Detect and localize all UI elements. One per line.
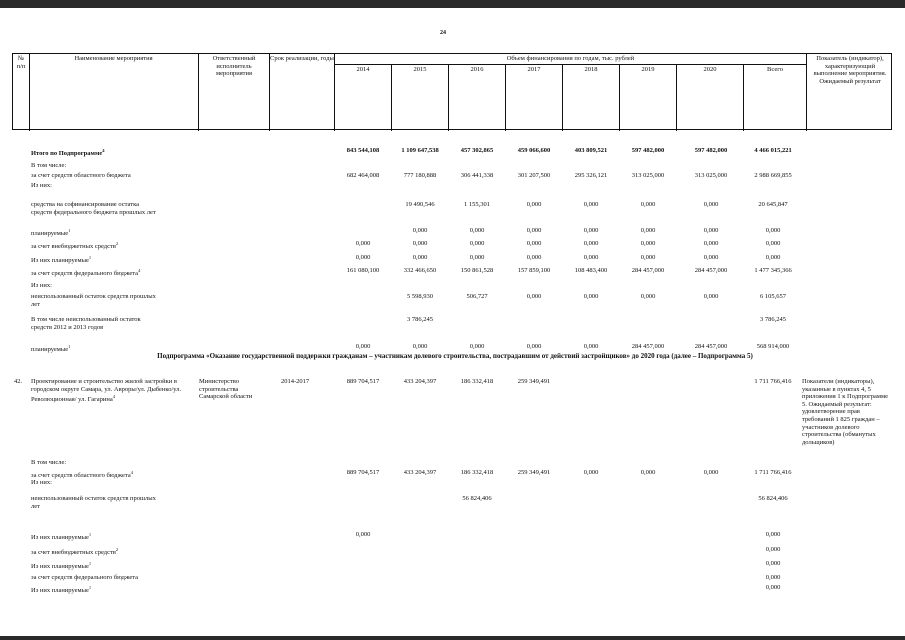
row-label-text: Из них планируемые — [31, 257, 89, 265]
row-label-text: за счет внебюджетных средств — [31, 549, 116, 557]
row-value: 19 490,546 — [405, 201, 435, 208]
row-label-text: Из них планируемые — [31, 587, 89, 595]
row-value: 0,000 — [640, 293, 656, 300]
item-number: 42. — [14, 378, 23, 385]
row-value: 0,000 — [355, 240, 371, 247]
row-value: 0,000 — [412, 343, 428, 350]
divider — [562, 64, 563, 131]
row-label-text: В том числе: — [31, 162, 67, 169]
item-period: 2014-2017 — [281, 378, 310, 385]
row-value: 1 711 766,416 — [754, 469, 792, 476]
row-value: 0,000 — [703, 254, 719, 261]
row-value: 108 483,400 — [574, 267, 608, 274]
row-value: 0,000 — [526, 201, 542, 208]
row-label-continued: лет — [31, 301, 40, 308]
row-value: 0,000 — [703, 469, 719, 476]
top-border — [0, 0, 905, 8]
item-responsible: Министерство строительства Самарской области — [199, 378, 253, 401]
row-value: 306 441,338 — [460, 172, 494, 179]
row-label — [31, 267, 140, 278]
header-no: № п/п — [16, 55, 26, 70]
row-label — [31, 316, 141, 324]
footnote-mark: 1 — [68, 344, 71, 349]
row-value: 6 105,657 — [760, 293, 786, 300]
footnote-mark: 1 — [88, 561, 92, 566]
divider — [334, 64, 806, 65]
row-value: 457 302,865 — [460, 147, 494, 154]
header-indicator: Показатель (индикатор), характеризующий выполнение мероприятия. Ожидаемый результат — [813, 55, 887, 85]
item-value: 259 349,491 — [517, 378, 551, 385]
divider — [743, 64, 744, 131]
row-value: 161 080,100 — [346, 267, 380, 274]
row-value: 0,000 — [583, 469, 599, 476]
divider — [269, 54, 270, 131]
row-value: 0,000 — [765, 584, 781, 591]
row-value: 1 477 345,366 — [754, 267, 792, 274]
section-title: Подпрограмма «Оказание государственной поддержки гражданам – участникам долевого строительства, пострадавшим от действий застройщиков» до 2020 года (далее – Подпрограмма 5) — [157, 352, 753, 360]
footnote-mark: 1 — [88, 255, 92, 260]
row-value: 5 598,930 — [407, 293, 433, 300]
row-value: 0,000 — [526, 293, 542, 300]
row-value: 0,000 — [412, 254, 428, 261]
row-value: 0,000 — [765, 254, 781, 261]
row-value: 0,000 — [765, 560, 781, 567]
row-label — [31, 584, 91, 595]
row-value: 0,000 — [412, 227, 428, 234]
header-responsible: Ответственный исполнитель мероприятия — [212, 55, 256, 78]
row-value: 0,000 — [469, 227, 485, 234]
row-label — [31, 227, 70, 238]
row-value: 0,000 — [583, 293, 599, 300]
row-value: 0,000 — [469, 240, 485, 247]
divider — [29, 54, 30, 131]
row-value: 597 482,000 — [694, 147, 728, 154]
header-year: 2017 — [527, 66, 541, 73]
row-label — [31, 282, 52, 290]
row-value: 0,000 — [765, 546, 781, 553]
row-value: 0,000 — [469, 343, 485, 350]
row-value: 0,000 — [469, 254, 485, 261]
row-value: 0,000 — [765, 227, 781, 234]
footnote-mark: 4 — [102, 148, 105, 153]
row-value: 403 809,521 — [574, 147, 608, 154]
header-funding: Объем финансирования по годам, тыс. рублей — [506, 55, 635, 62]
row-value: 56 824,406 — [758, 495, 788, 502]
row-label-text: В том числе неиспользованный остаток — [31, 316, 141, 323]
row-label — [31, 254, 91, 265]
row-value: 459 066,600 — [517, 147, 551, 154]
row-label-text: неиспользованный остаток средств прошлых — [31, 293, 156, 300]
row-value: 186 332,418 — [460, 469, 494, 476]
row-label-text: Из них: — [31, 182, 52, 189]
row-value: 3 786,245 — [407, 316, 433, 323]
row-value: 0,000 — [703, 240, 719, 247]
row-value: 0,000 — [583, 343, 599, 350]
divider — [676, 64, 677, 131]
item-value: 1 711 766,416 — [754, 378, 792, 385]
footnote-mark: 2 — [115, 241, 119, 246]
row-value: 20 645,847 — [758, 201, 788, 208]
row-value: 0,000 — [583, 240, 599, 247]
header-year: 2019 — [641, 66, 655, 73]
row-value: 0,000 — [703, 227, 719, 234]
footnote-mark: 4 — [138, 268, 141, 273]
row-value: 682 464,008 — [346, 172, 380, 179]
row-value: 295 326,121 — [574, 172, 608, 179]
row-label-text: планируемые — [31, 230, 69, 238]
header-name: Наименование мероприятия — [74, 55, 153, 62]
footnote-mark: 1 — [88, 532, 92, 537]
row-value: 56 824,406 — [462, 495, 492, 502]
row-value: 0,000 — [526, 240, 542, 247]
row-value: 284 457,000 — [631, 343, 665, 350]
footnote-mark: 1 — [68, 228, 71, 233]
row-label-text: Итого по Подпрограмме — [31, 150, 103, 158]
divider — [505, 64, 506, 131]
header-year: 2015 — [413, 66, 427, 73]
footnote-mark: 4 — [130, 470, 133, 475]
row-value: 284 457,000 — [694, 343, 728, 350]
row-value: 3 786,245 — [760, 316, 786, 323]
row-value: 0,000 — [640, 201, 656, 208]
row-label — [31, 182, 52, 190]
row-label-text: средства на софинансирование остатка — [31, 201, 140, 208]
item-value: 889 704,517 — [346, 378, 380, 385]
divider — [391, 64, 392, 131]
row-label-continued: средств федерального бюджета прошлых лет — [31, 209, 156, 216]
row-label-text: за счет средств областного бюджета — [31, 172, 131, 179]
header-year: 2018 — [584, 66, 598, 73]
row-label-text: Из них: — [31, 282, 52, 289]
row-value: 0,000 — [355, 254, 371, 261]
header-year: 2016 — [470, 66, 484, 73]
row-label — [31, 162, 66, 170]
row-label — [31, 479, 52, 487]
row-value: 0,000 — [640, 254, 656, 261]
row-label-text: за счет средств федерального бюджета — [31, 574, 139, 581]
footnote-mark: 2 — [115, 547, 119, 552]
row-value: 0,000 — [583, 201, 599, 208]
row-value: 0,000 — [640, 469, 656, 476]
row-value: 0,000 — [703, 293, 719, 300]
row-value: 313 025,000 — [694, 172, 728, 179]
row-value: 332 466,650 — [403, 267, 437, 274]
row-label-text: В том числе: — [31, 459, 67, 466]
row-value: 506,727 — [466, 293, 488, 300]
row-value: 843 544,108 — [346, 147, 380, 154]
row-value: 259 349,491 — [517, 469, 551, 476]
row-label — [31, 560, 91, 571]
divider — [448, 64, 449, 131]
row-value: 0,000 — [765, 240, 781, 247]
row-label-text: Из них планируемые — [31, 534, 89, 542]
row-label — [31, 147, 105, 158]
row-label-text: Из них: — [31, 479, 52, 486]
header-year: 2014 — [356, 66, 370, 73]
item-value: 433 204,397 — [403, 378, 437, 385]
divider — [806, 54, 807, 131]
row-label — [31, 531, 91, 542]
item-value: 186 332,418 — [460, 378, 494, 385]
row-value: 284 457,000 — [631, 267, 665, 274]
header-period: Срок реализации, годы — [270, 55, 334, 62]
row-label — [31, 546, 118, 557]
row-value: 597 482,000 — [631, 147, 665, 154]
row-label-text: планируемые — [31, 346, 69, 354]
row-label — [31, 459, 66, 467]
row-label-text: за счет средств федерального бюджета — [31, 270, 139, 278]
row-value: 0,000 — [765, 574, 781, 581]
row-value: 4 466 015,221 — [754, 147, 792, 154]
row-value: 777 180,888 — [403, 172, 437, 179]
row-value: 313 025,000 — [631, 172, 665, 179]
row-value: 1 109 647,538 — [401, 147, 439, 154]
row-value: 150 861,528 — [460, 267, 494, 274]
row-value: 0,000 — [640, 227, 656, 234]
table-header — [12, 53, 892, 130]
row-value: 0,000 — [583, 227, 599, 234]
row-label — [31, 495, 156, 503]
row-value: 0,000 — [583, 254, 599, 261]
header-total: Всего — [767, 66, 783, 73]
row-value: 0,000 — [526, 254, 542, 261]
page-number: 24 — [440, 30, 446, 36]
row-value: 0,000 — [640, 240, 656, 247]
row-value: 284 457,000 — [694, 267, 728, 274]
row-label-continued: лет — [31, 503, 40, 510]
row-value: 0,000 — [355, 531, 371, 538]
row-value: 0,000 — [526, 227, 542, 234]
divider — [619, 64, 620, 131]
row-label — [31, 201, 139, 209]
row-value: 0,000 — [355, 343, 371, 350]
row-label-text: Из них планируемые — [31, 563, 89, 571]
footnote-mark: 1 — [88, 585, 92, 590]
row-value: 889 704,517 — [346, 469, 380, 476]
row-label-text: за счет средств областного бюджета — [31, 472, 131, 480]
row-value: 568 914,000 — [756, 343, 790, 350]
row-value: 301 207,500 — [517, 172, 551, 179]
row-label — [31, 172, 131, 180]
item-name: Проектирование и строительство жилой застройки в городском округе Самара, ул. Авроры/ул. Дыбенко/ул. Революционная/ ул. Гагарина$^4$ — [31, 378, 182, 404]
bottom-border — [0, 636, 905, 640]
row-label-text: за счет внебюджетных средств — [31, 243, 116, 251]
row-value: 0,000 — [526, 343, 542, 350]
header-year: 2020 — [703, 66, 717, 73]
row-label — [31, 574, 138, 582]
row-value: 433 204,397 — [403, 469, 437, 476]
row-value: 1 155,301 — [464, 201, 490, 208]
row-label — [31, 240, 118, 251]
row-value: 0,000 — [765, 531, 781, 538]
row-value: 0,000 — [703, 201, 719, 208]
item-indicator: Показатели (индикаторы), указанные в пунктах 4, 5 приложения 1 к Подпрограмме 5. Ожидаемый результат: удовлетворение прав требований 1 825 граждан – участников долевого строительства (обманутых дольщиков) — [802, 378, 889, 446]
row-label-continued: средств 2012 и 2013 годов — [31, 324, 104, 331]
row-value: 157 859,100 — [517, 267, 551, 274]
row-value: 2 988 669,855 — [754, 172, 792, 179]
row-value: 0,000 — [412, 240, 428, 247]
row-label-text: неиспользованный остаток средств прошлых — [31, 495, 156, 502]
row-label — [31, 293, 156, 301]
